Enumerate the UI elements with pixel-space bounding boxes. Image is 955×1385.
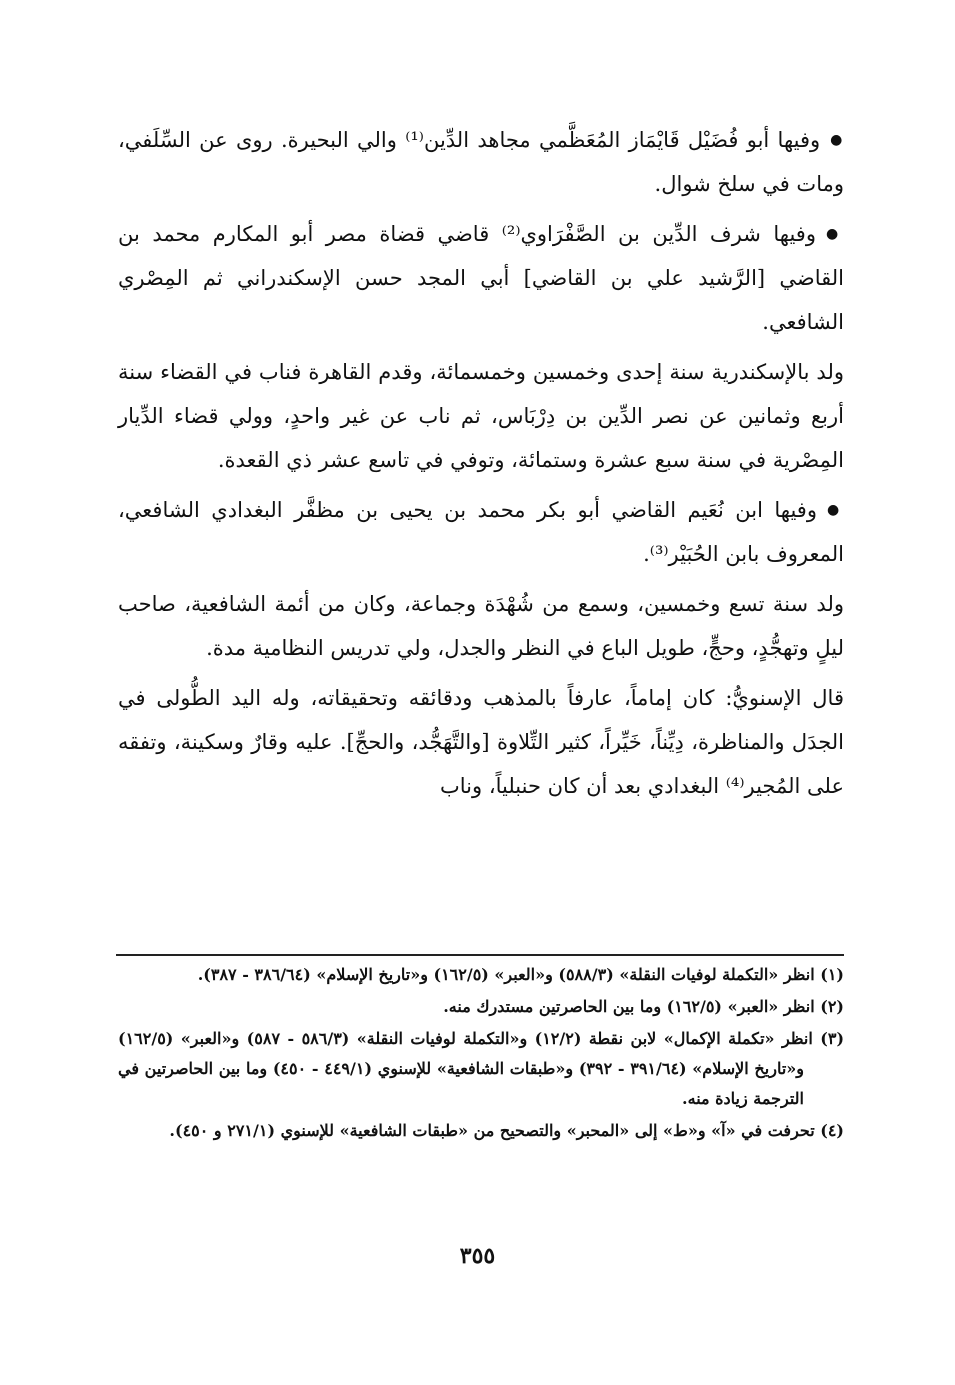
page-number: ٣٥٥ (459, 1243, 496, 1269)
footnotes (118, 960, 844, 1148)
footnote-4: (٤) تحرفت في «آ» و«ط» إلى «المحبر» والتصحيح من «طبقات الشافعية» للإسنوي (٢٧١/١ و ٤٥٠). (169, 1121, 844, 1140)
paragraph-3: ولد بالإسكندرية سنة إحدى وخمسين وخمسمائة، وقدم القاهرة فناب في القضاء سنة أربع وثمانين عن نصر الدِّين بن دِرْبَاس، ثم ناب عن غير واحدٍ، وولي قضاء الدِّيار المِصْرية في سنة سبع عشرة وستمائة، وتوفي في تاسع عشر ذي القعدة. (118, 360, 844, 472)
footnote-2: (٢) انظر «العبر» (١٦٢/٥) وما بين الحاصرتين مستدرك منه. (443, 997, 844, 1016)
footnote-divider (116, 954, 844, 956)
paragraph-2: ● وفيها شرف الدِّين بن الصَّفْرَاوي⁽²⁾ قاضي قضاة مصر أبو المكارم محمد بن القاضي [الرَّشيد علي بن القاضي] أبي المجد حسن الإسكندراني ثم المِصْري الشافعي. (118, 212, 844, 344)
footnote-3: (٣) انظر «تكملة الإكمال» لابن نقطة (١٢/٢) و«التكملة لوفيات النقلة» (٥٨٦/٣ - ٥٨٧) و«العبر» (١٦٢/٥) و«تاريخ الإسلام» (٣٩١/٦٤ - ٣٩٢) و«طبقات الشافعية» للإسنوي (٤٤٩/١ - ٤٥٠) وما بين الحاصرتين في الترجمة زيادة منه. (118, 1029, 845, 1108)
footnote-1: (١) انظر «التكملة لوفيات النقلة» (٥٨٨/٣) و«العبر» (١٦٢/٥) و«تاريخ الإسلام» (٣٨٦/٦٤ - ٣٨٧). (197, 965, 844, 984)
paragraph-4: ● وفيها ابن نُعَيم القاضي أبو بكر محمد بن يحيى بن مظفَّر البغدادي الشافعي، المعروف بابن الحُبَيْر⁽³⁾. (118, 488, 844, 576)
main-text (118, 118, 844, 814)
paragraph-6: قال الإسنويُّ: كان إماماً، عارفاً بالمذهب ودقائقه وتحقيقاته، وله اليد الطُّولى في الجدَل والمناظرة، دِيِّناً، خَيِّراً، كثير التِّلاوة [والتَّهَجُّد، والحجِّ]. عليه وقارٌ وسكينة، وتفقه على المُجير⁽⁴⁾ البغدادي بعد أن كان حنبلياً، وناب (118, 686, 844, 798)
paragraph-1: ● وفيها أبو فُضَيْل قَايْمَاز المُعَظَّمي مجاهد الدِّين⁽¹⁾ والي البحيرة. روى عن السِّلَفي، ومات في سلخ شوال. (118, 118, 844, 206)
paragraph-5: ولد سنة تسع وخمسين، وسمع من شُهْدَة وجماعة، وكان من أئمة الشافعية، صاحب ليلٍ وتهجُّدٍ، وحجٍّ، طويل الباع في النظر والجدل، ولي تدريس النظامية مدة. (118, 592, 844, 660)
